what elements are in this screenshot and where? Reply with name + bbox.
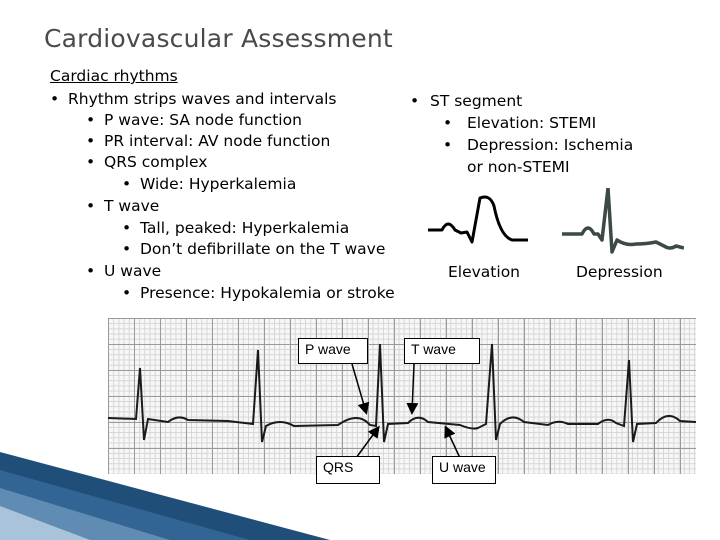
section-heading: Cardiac rhythms (50, 67, 178, 85)
bullet-u-wave: • U wave (86, 262, 162, 280)
bullet-st-depression: • Depression: Ischemia (443, 136, 634, 154)
bullet-st-elevation: • Elevation: STEMI (443, 114, 597, 132)
p-wave-label: P wave (298, 338, 368, 364)
bullet-qrs-wide: • Wide: Hyperkalemia (122, 175, 297, 193)
bullet-st-depression-cont: or non-STEMI (467, 158, 570, 176)
bullet-t-wave: • T wave (86, 197, 160, 215)
bullet-st-segment: • ST segment (410, 92, 523, 110)
bullet-rhythm-strips: • Rhythm strips waves and intervals (50, 90, 337, 108)
bullet-t-defib: • Don’t defibrillate on the T wave (122, 240, 386, 258)
bullet-u-presence: • Presence: Hypokalemia or stroke (122, 284, 395, 302)
bullet-t-peaked: • Tall, peaked: Hyperkalemia (122, 219, 350, 237)
t-wave-label: T wave (404, 338, 480, 364)
slide-title: Cardiovascular Assessment (44, 24, 393, 53)
u-wave-label: U wave (432, 456, 496, 484)
bullet-pr-interval: • PR interval: AV node function (86, 132, 331, 150)
elevation-caption: Elevation (448, 263, 520, 281)
depression-caption: Depression (576, 263, 663, 281)
bullet-p-wave: • P wave: SA node function (86, 111, 302, 129)
bullet-qrs-complex: • QRS complex (86, 153, 208, 171)
qrs-label: QRS (316, 456, 380, 484)
